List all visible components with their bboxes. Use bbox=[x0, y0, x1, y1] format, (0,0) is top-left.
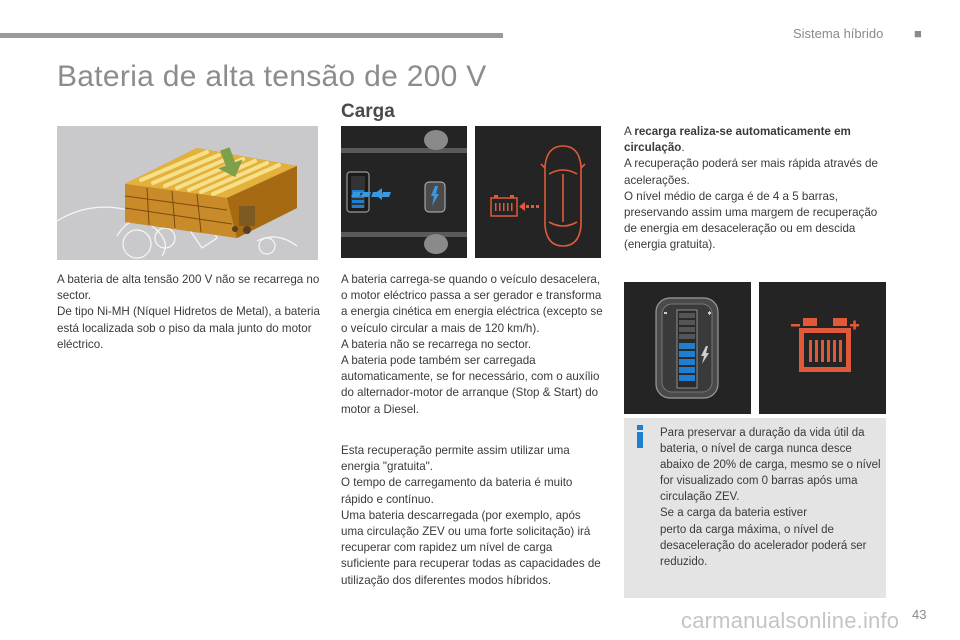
battery-warning-illustration bbox=[759, 282, 886, 414]
info-note: Para preservar a duração da vida útil da bateria, o nível de carga nunca desce abaixo de 20% de carga, mesmo se o nível for visualizado com 0 barras após uma circulação ZEV. Se a carga da bateria estiver perto da carga máxima, o nível de desaceleração do acelerador poderá ser reduzido. bbox=[660, 427, 881, 568]
charging-description-text: A bateria carrega-se quando o veículo desacelera, o motor eléctrico passa a ser gerador e transforma a energia cinética em energia eléctrica (excepto se o veículo circular a mais de 120 km/h). A bateria não se recarrega no sector. A bateria pode também ser carregada automaticamente, se for necessário, com o auxílio do alternador-motor de arranque (Stop & Start) do motor a Diesel. bbox=[341, 273, 603, 416]
auto-recharge-lead-suffix: . bbox=[681, 141, 685, 155]
header-rule bbox=[0, 33, 503, 38]
watermark: carmanualsonline.info bbox=[681, 608, 900, 633]
carga-heading: Carga bbox=[341, 101, 395, 122]
section-title: Sistema híbrido bbox=[793, 26, 884, 41]
page-title: Bateria de alta tensão de 200 V bbox=[57, 60, 487, 93]
auto-recharge-lead-prefix: A bbox=[624, 125, 635, 138]
charging-description bbox=[341, 272, 603, 418]
section-marker: ■ bbox=[914, 26, 922, 41]
battery-description bbox=[57, 272, 321, 353]
auto-recharge-lead bbox=[624, 124, 888, 156]
page-number: 43 bbox=[912, 607, 927, 622]
auto-recharge-rest: A recuperação poderá ser mais rápida através de acelerações. O nível médio de carga é de 4 a 5 barras, preservando assim uma margem de recuperação de energia em desaceleração ou em descida (energia gratuita). bbox=[624, 157, 878, 252]
car-recharge-illustration bbox=[475, 126, 601, 258]
energy-flow-illustration bbox=[341, 126, 467, 258]
recovery-description bbox=[341, 443, 603, 589]
auto-recharge-lead-bold: recarga realiza-se automaticamente em circulação bbox=[624, 125, 851, 155]
info-icon bbox=[635, 425, 645, 448]
battery-description-text: A bateria de alta tensão 200 V não se recarrega no sector. De tipo Ni-MH (Níquel Hidretos de Metal), a bateria está localizada sob o piso da mala junto do motor eléctrico. bbox=[57, 273, 320, 351]
auto-recharge-description bbox=[624, 124, 888, 254]
recovery-description-text: Esta recuperação permite assim utilizar uma energia "gratuita". O tempo de carregamento da bateria é muito rápido e contínuo. Uma bateria descarregada (por exemplo, após uma circulação ZEV ou uma forte solicitação) irá recuperar com rapidez um nível de carga suficiente para recuperar todas as capacidades de utilização dos diferentes modos híbridos. bbox=[341, 444, 601, 587]
battery-gauge-illustration bbox=[624, 282, 751, 414]
battery-illustration bbox=[57, 126, 318, 260]
